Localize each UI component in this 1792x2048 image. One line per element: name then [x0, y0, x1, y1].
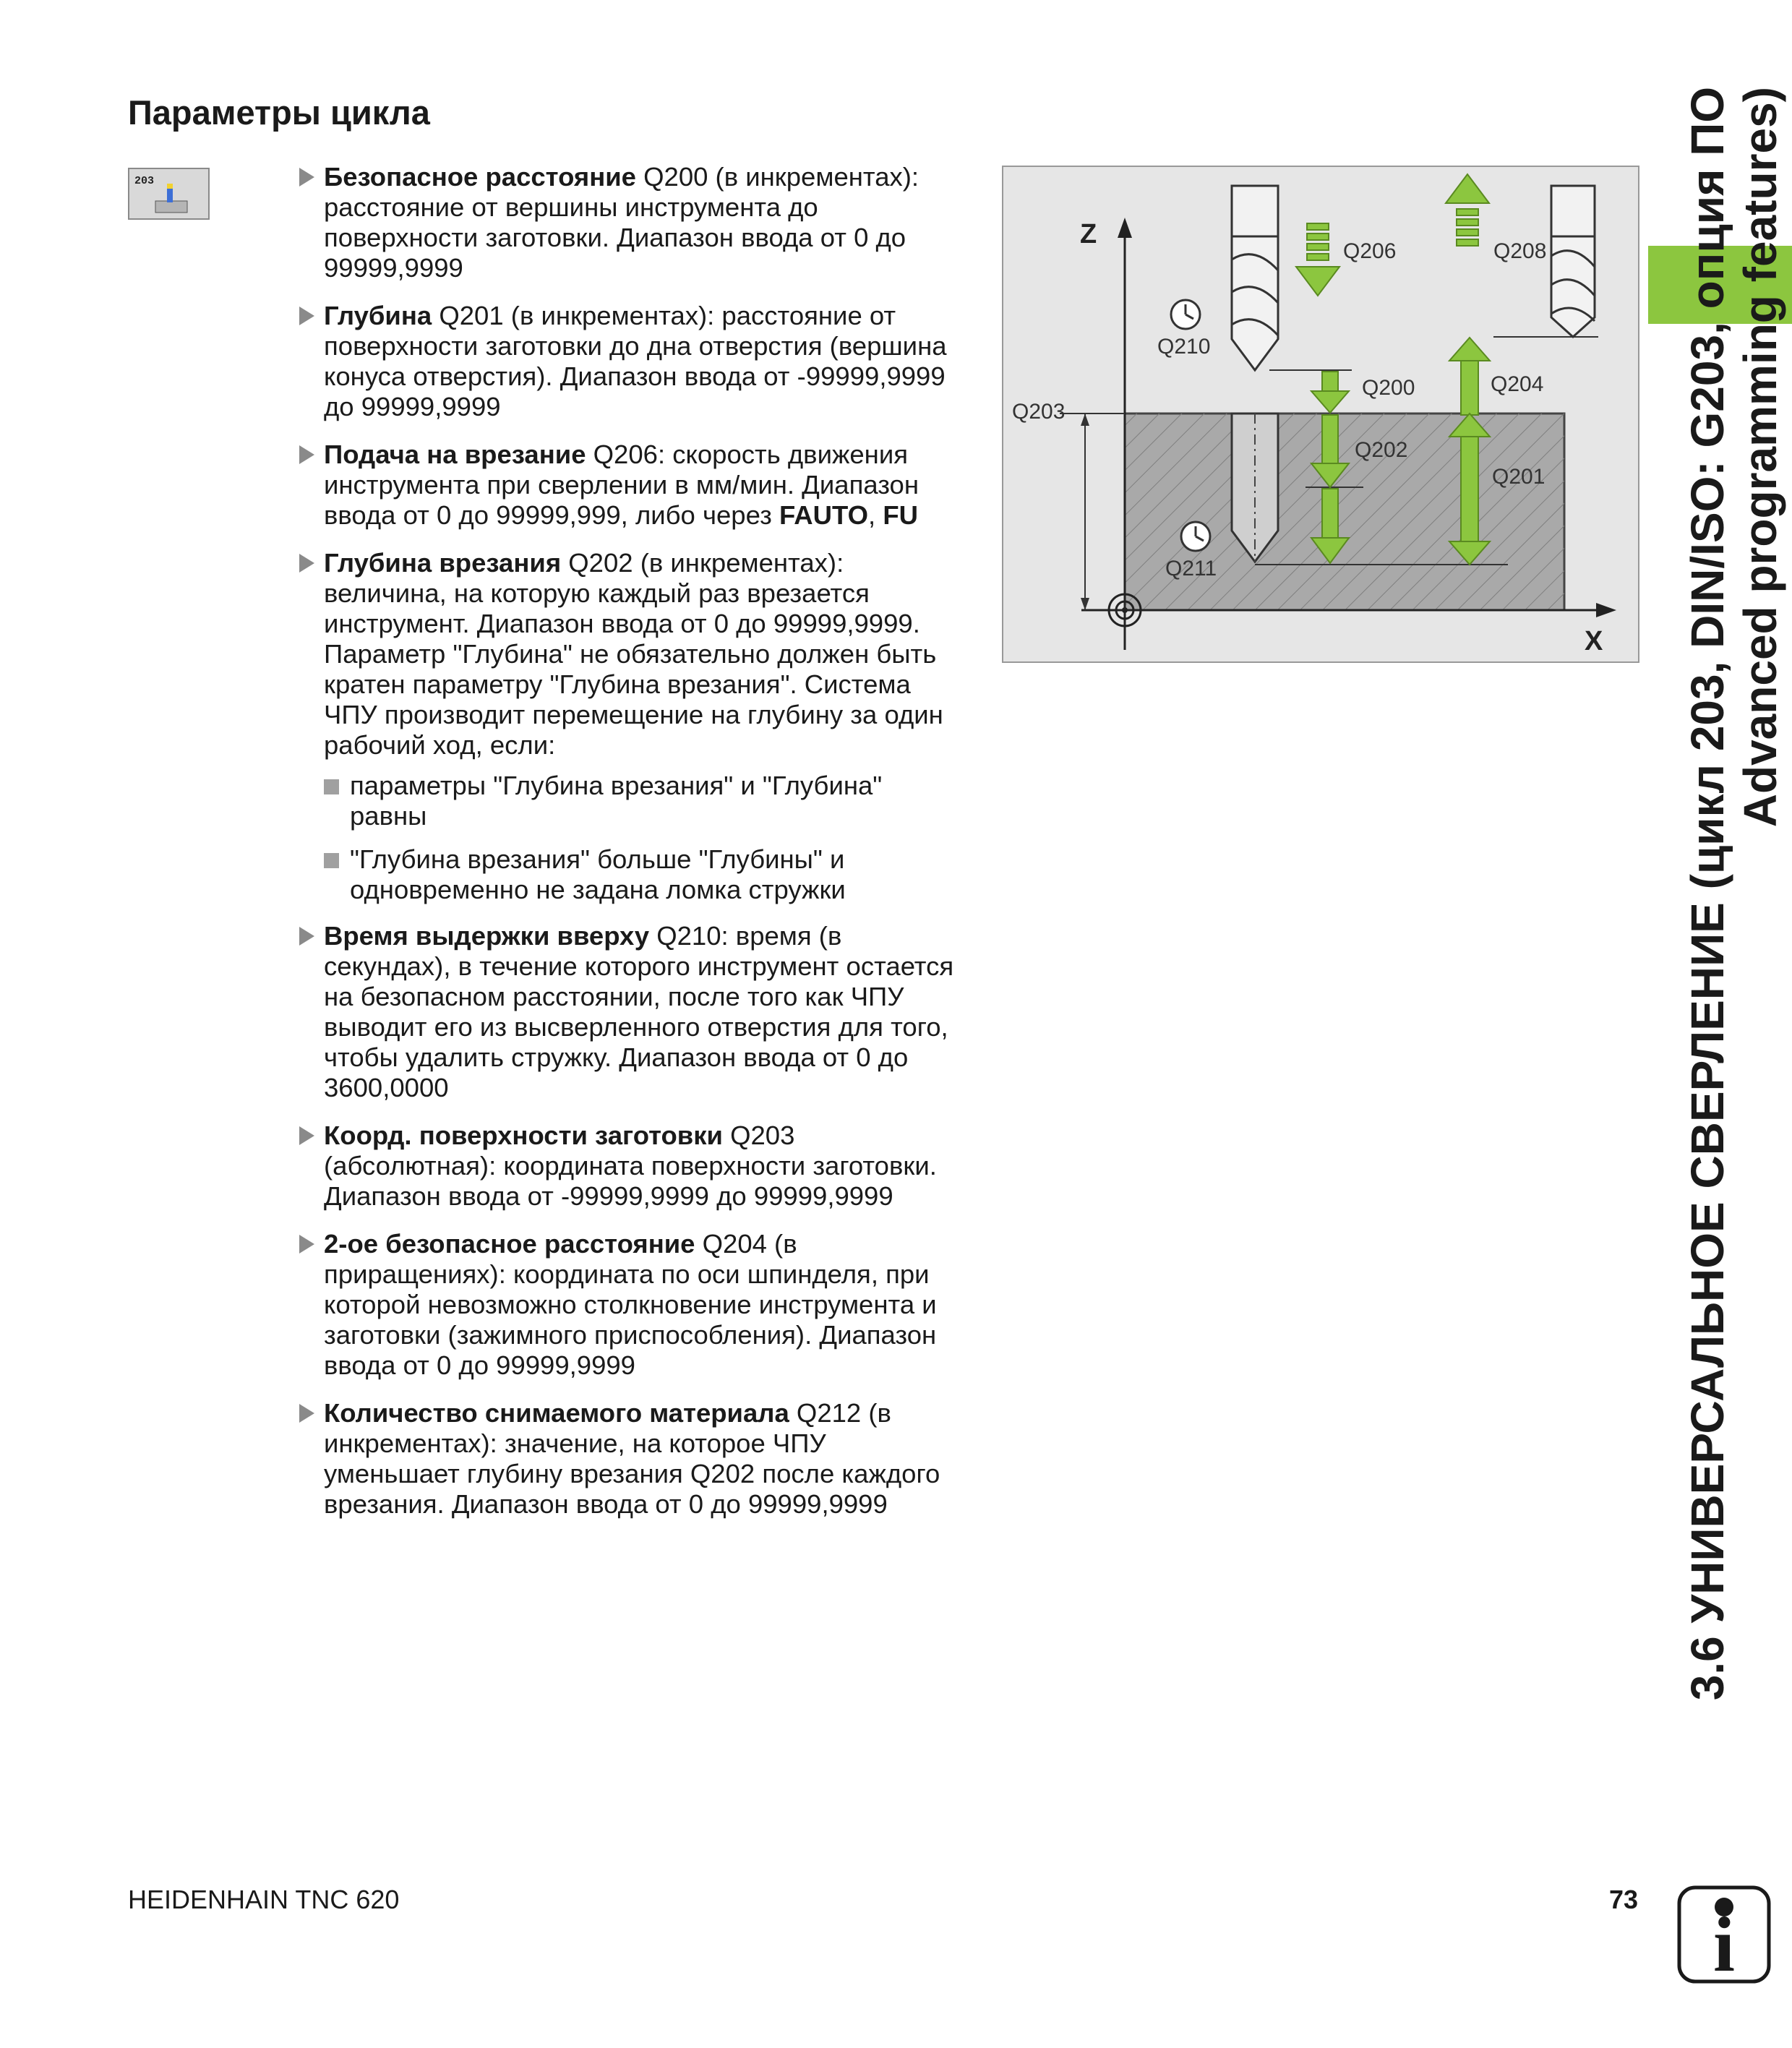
label-q206: Q206 [1343, 239, 1397, 263]
param-name: Время выдержки вверху [324, 921, 650, 951]
param-q200 [298, 162, 963, 283]
list-item-text: параметры "Глубина врезания" и "Глубина" равны [350, 771, 883, 831]
list-item [324, 771, 963, 831]
param-text: Q212 (в инкрементах): значение, на которое ЧПУ уменьшает глубину врезания Q202 после каждого врезания. Диапазон ввода от 0 до 99999,9999 [324, 1398, 940, 1519]
bullet-triangle-icon [299, 1235, 314, 1254]
drilling-cycle-diagram [1002, 166, 1639, 663]
param-name: Безопасное расстояние [324, 162, 636, 192]
dwell-time-bottom-clock-icon [1181, 522, 1210, 551]
param-text: Q203 (абсолютная): координата поверхности заготовки. Диапазон ввода от -99999,9999 до 99999,9999 [324, 1121, 937, 1211]
param-q204 [298, 1229, 963, 1381]
label-q208: Q208 [1493, 239, 1547, 263]
param-name: 2-ое безопасное расстояние [324, 1229, 695, 1259]
bullet-triangle-icon [299, 1126, 314, 1145]
label-q210: Q210 [1157, 335, 1211, 359]
param-q203 [298, 1121, 963, 1212]
param-name: Подача на врезание [324, 440, 586, 469]
info-icon[interactable] [1677, 1885, 1771, 1984]
param-q210 [298, 921, 963, 1103]
param-name: Коорд. поверхности заготовки [324, 1121, 723, 1150]
label-q202: Q202 [1355, 438, 1408, 462]
bullet-square-icon [324, 853, 339, 868]
param-q206 [298, 440, 963, 531]
x-axis-label: X [1585, 626, 1603, 656]
z-axis-label: Z [1080, 219, 1097, 249]
label-q201: Q201 [1492, 465, 1546, 489]
param-option-fauto: FAUTO [779, 500, 869, 530]
param-q202 [298, 548, 963, 760]
param-name: Глубина врезания [324, 548, 562, 578]
footer-product: HEIDENHAIN TNC 620 [128, 1885, 400, 1914]
bullet-square-icon [324, 779, 339, 794]
section-heading-vertical [1681, 87, 1792, 1778]
bullet-triangle-icon [299, 927, 314, 946]
bullet-triangle-icon [299, 554, 314, 573]
info-icon-letter: i [1712, 1902, 1736, 1984]
param-q212 [298, 1398, 963, 1520]
section-heading-line-2: Advanced programming features) [1734, 87, 1786, 828]
cycle-203-softkey-icon[interactable] [128, 168, 210, 220]
bullet-triangle-icon [299, 445, 314, 464]
drill-tool-right [1551, 186, 1595, 337]
bullet-triangle-icon [299, 168, 314, 187]
cycle-icon-label: 203 [134, 175, 155, 187]
page-number: 73 [1609, 1885, 1639, 1914]
param-text: Q206: скорость движения инструмента при сверлении в мм/мин. Диапазон ввода от 0 до 99999,999, либо через [324, 440, 919, 530]
parameter-list [298, 162, 963, 1537]
param-text: Q200 (в инкрементах): расстояние от вершины инструмента до поверхности заготовки. Диапазон ввода от 0 до 99999,9999 [324, 162, 919, 283]
label-q200: Q200 [1362, 376, 1415, 400]
param-text: Q202 (в инкрементах): величина, на которую каждый раз врезается инструмент. Диапазон ввода от 0 до 99999,9999. Параметр "Глубина" не обязательно должен быть кратен параметру "Глубина врезания". Система ЧПУ производит перемещение на глубину за один рабочий ход, если: [324, 548, 943, 760]
list-item [324, 844, 963, 905]
param-separator: , [868, 500, 883, 530]
bullet-triangle-icon [299, 1404, 314, 1423]
param-text: Q210: время (в секундах), в течение которого инструмент остается на безопасном расстоянии, после того как ЧПУ выводит его из высверленного отверстия для того, чтобы удалить стружку. Диапазон ввода от 0 до 3600,0000 [324, 921, 954, 1102]
param-text: Q204 (в приращениях): координата по оси шпинделя, при которой невозможно столкновение инструмента и заготовки (зажимного приспособления). Диапазон ввода от 0 до 99999,9999 [324, 1229, 937, 1380]
param-text: Q201 (в инкрементах): расстояние от поверхности заготовки до дна отверстия (вершина конуса отверстия). Диапазон ввода от -99999,9999 до 99999,9999 [324, 301, 947, 421]
param-q201 [298, 301, 963, 422]
section-heading-line-1: 3.6 УНИВЕРСАЛЬНОЕ СВЕРЛЕНИЕ (цикл 203, DIN/ISO: G203, опция ПО [1681, 87, 1733, 1701]
condition-list [324, 771, 963, 905]
label-q211: Q211 [1165, 557, 1217, 580]
label-q203: Q203 [1012, 400, 1066, 424]
param-name: Количество снимаемого материала [324, 1398, 789, 1428]
page-title: Параметры цикла [128, 93, 430, 132]
bullet-triangle-icon [299, 307, 314, 325]
drill-tool-left [1232, 186, 1278, 370]
param-name: Глубина [324, 301, 432, 330]
dwell-time-top-clock-icon [1171, 300, 1200, 329]
label-q204: Q204 [1491, 372, 1544, 396]
list-item-text: "Глубина врезания" больше "Глубины" и одновременно не задана ломка стружки [350, 844, 846, 904]
param-option-fu: FU [883, 500, 918, 530]
